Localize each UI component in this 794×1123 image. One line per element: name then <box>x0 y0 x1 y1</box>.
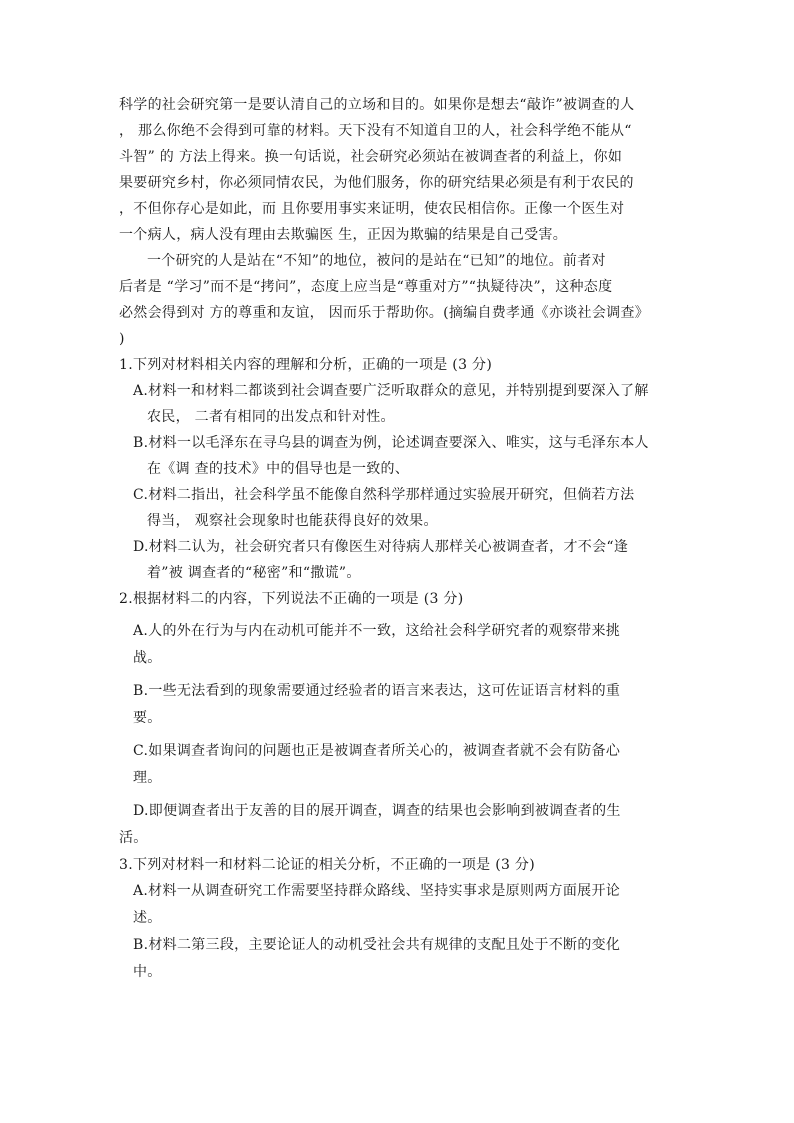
passage-line: 一个病人，病人没有理由去欺骗医 生，正因为欺骗的结果是自己受害。 <box>119 227 568 243</box>
passage-line: 后者是 “学习”而不是“拷问”，态度上应当是“尊重对方”“执疑待决”，这种态度 <box>119 279 613 295</box>
question-1-option-d <box>119 534 679 586</box>
option-text: D.材料二认为，社会研究者只有像医生对待病人那样关心被调查者，才不会“逢 <box>133 539 629 555</box>
question-2-option-c <box>119 738 679 792</box>
passage-paragraph-1 <box>119 92 679 248</box>
passage-paragraph-2 <box>119 248 679 352</box>
option-text-continued: 得当， 观察社会现象时也能获得良好的效果。 <box>147 513 438 529</box>
option-text: A.材料一从调查研究工作需要坚持群众路线、坚持实事求是原则两方面展开论 <box>133 883 621 899</box>
passage-line: 必然会得到对 方的尊重和友谊， 因而乐于帮助你。(摘编自费孝通《亦谈社会调查》 <box>119 305 650 321</box>
question-3-option-b <box>119 932 679 986</box>
document-page <box>119 92 679 986</box>
option-text-continued: 理。 <box>133 770 162 786</box>
question-3-stem: 3.下列对材料一和材料二论证的相关分析，不正确的一项是 (3 分) <box>119 857 535 873</box>
option-text: C.如果调查者询问的问题也正是被调查者所关心的，被调查者就不会有防备心 <box>133 743 621 759</box>
option-text-continued: 活。 <box>119 830 148 846</box>
question-3-option-a <box>119 878 679 932</box>
option-text: B.一些无法看到的现象需要通过经验者的语言来表达，这可佐证语言材料的重 <box>133 683 621 699</box>
option-text: A.人的外在行为与内在动机可能并不一致，这给社会科学研究者的观察带来挑 <box>133 623 621 639</box>
option-text-continued: 着”被 调查者的“秘密”和“撒谎”。 <box>147 565 361 581</box>
passage-line: 斗智” 的 方法上得来。换一句话说，社会研究必须站在被调查者的利益上，你如 <box>119 149 623 165</box>
option-text-continued: 述。 <box>133 910 162 926</box>
question-1-option-a <box>119 378 679 430</box>
passage-line: ) <box>119 331 125 347</box>
option-text: B.材料二第三段，主要论证人的动机受社会共有规律的支配且处于不断的变化 <box>133 937 621 953</box>
option-text-continued: 要。 <box>133 710 162 726</box>
question-1-stem: 1.下列对材料相关内容的理解和分析，正确的一项是 (3 分) <box>119 357 493 373</box>
passage-line: ，不但你存心是如此，而 且你要用事实来证明，使农民相信你。正像一个医生对 <box>119 201 625 217</box>
option-text: D.即便调查者出于友善的目的展开调查，调查的结果也会影响到被调查者的生 <box>133 803 621 819</box>
question-2-option-a <box>119 618 679 672</box>
option-text: B.材料一以毛泽东在寻乌县的调查为例，论述调查要深入、唯实，这与毛泽东本人 <box>133 435 649 451</box>
passage-line: ， 那么你绝不会得到可靠的材料。天下没有不知道自卫的人，社会科学绝不能从“ <box>119 123 632 139</box>
passage-line: 一个研究的人是站在“不知”的地位，被问的是站在“已知”的地位。前者对 <box>147 253 606 269</box>
option-text: A.材料一和材料二都谈到社会调查要广泛听取群众的意见，并特别提到要深入了解 <box>133 383 649 399</box>
question-2-stem: 2.根据材料二的内容，下列说法不正确的一项是 (3 分) <box>119 591 464 607</box>
option-text-continued: 战。 <box>133 650 162 666</box>
question-2-option-b <box>119 678 679 732</box>
question-1-option-c <box>119 482 679 534</box>
passage-line: 科学的社会研究第一是要认清自己的立场和目的。如果你是想去“敲诈”被调查的人 <box>119 97 635 113</box>
passage-line: 果要研究乡村，你必须同情农民，为他们服务，你的研究结果必须是有利于农民的 <box>119 175 634 191</box>
question-1-option-b <box>119 430 679 482</box>
option-text-continued: 在《调 查的技术》中的倡导也是一致的、 <box>147 461 410 477</box>
option-text-continued: 中。 <box>133 964 162 980</box>
option-text: C.材料二指出，社会科学虽不能像自然科学那样通过实验展开研究，但倘若方法 <box>133 487 635 503</box>
question-2-option-d <box>119 798 679 852</box>
option-text-continued: 农民， 二者有相同的出发点和针对性。 <box>147 409 395 425</box>
